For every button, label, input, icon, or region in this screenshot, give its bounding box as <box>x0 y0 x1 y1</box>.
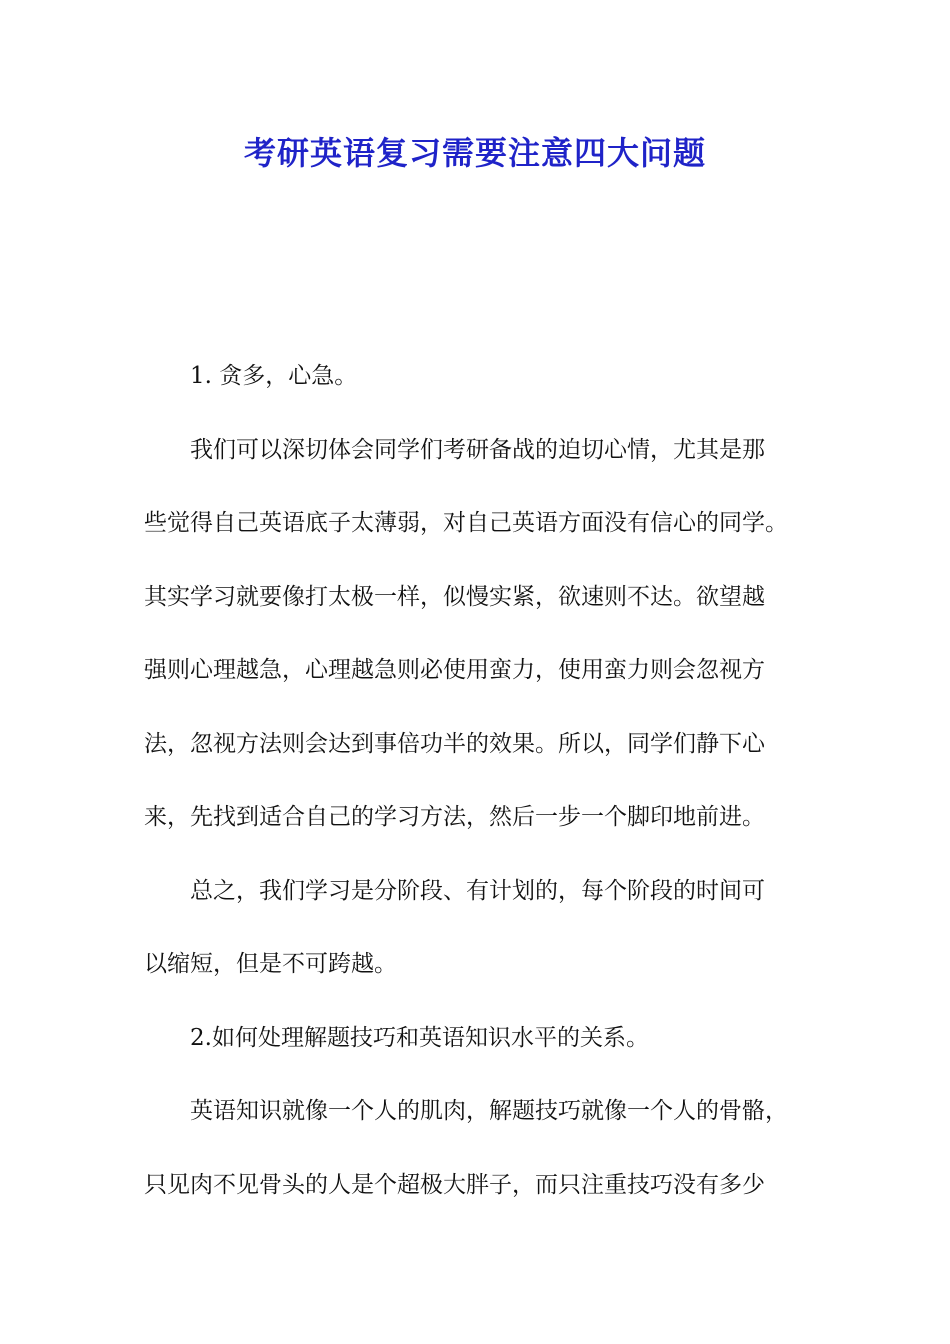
text-line: 只见肉不见骨头的人是个超极大胖子，而只注重技巧没有多少 <box>144 1171 765 1198</box>
paragraph-heading-1 <box>144 340 834 414</box>
text-line: 来，先找到适合自己的学习方法，然后一步一个脚印地前进。 <box>144 804 765 830</box>
paragraph <box>144 414 834 855</box>
text-line: 1. 贪多，心急。 <box>190 363 358 389</box>
paragraph <box>144 1075 834 1222</box>
text-line: 以缩短，但是不可跨越。 <box>144 951 397 977</box>
text-line: 强则心理越急，心理越急则必使用蛮力，使用蛮力则会忽视方 <box>144 657 765 683</box>
document-title: 考研英语复习需要注意四大问题 <box>243 134 706 172</box>
text-line: 我们可以深切体会同学们考研备战的迫切心情，尤其是那 <box>190 436 765 463</box>
text-line: 些觉得自己英语底子太薄弱，对自己英语方面没有信心的同学。 <box>144 510 788 536</box>
paragraph-heading-2 <box>144 1002 834 1076</box>
text-line: 2.如何处理解题技巧和英语知识水平的关系。 <box>190 1024 649 1051</box>
paragraph <box>144 855 834 1002</box>
text-line: 总之，我们学习是分阶段、有计划的，每个阶段的时间可 <box>190 877 765 904</box>
document-body <box>144 340 834 1222</box>
text-line: 其实学习就要像打太极一样，似慢实紧，欲速则不达。欲望越 <box>144 583 765 610</box>
text-line: 法，忽视方法则会达到事倍功半的效果。所以，同学们静下心 <box>144 730 765 757</box>
text-line: 英语知识就像一个人的肌肉，解题技巧就像一个人的骨骼， <box>190 1098 788 1124</box>
